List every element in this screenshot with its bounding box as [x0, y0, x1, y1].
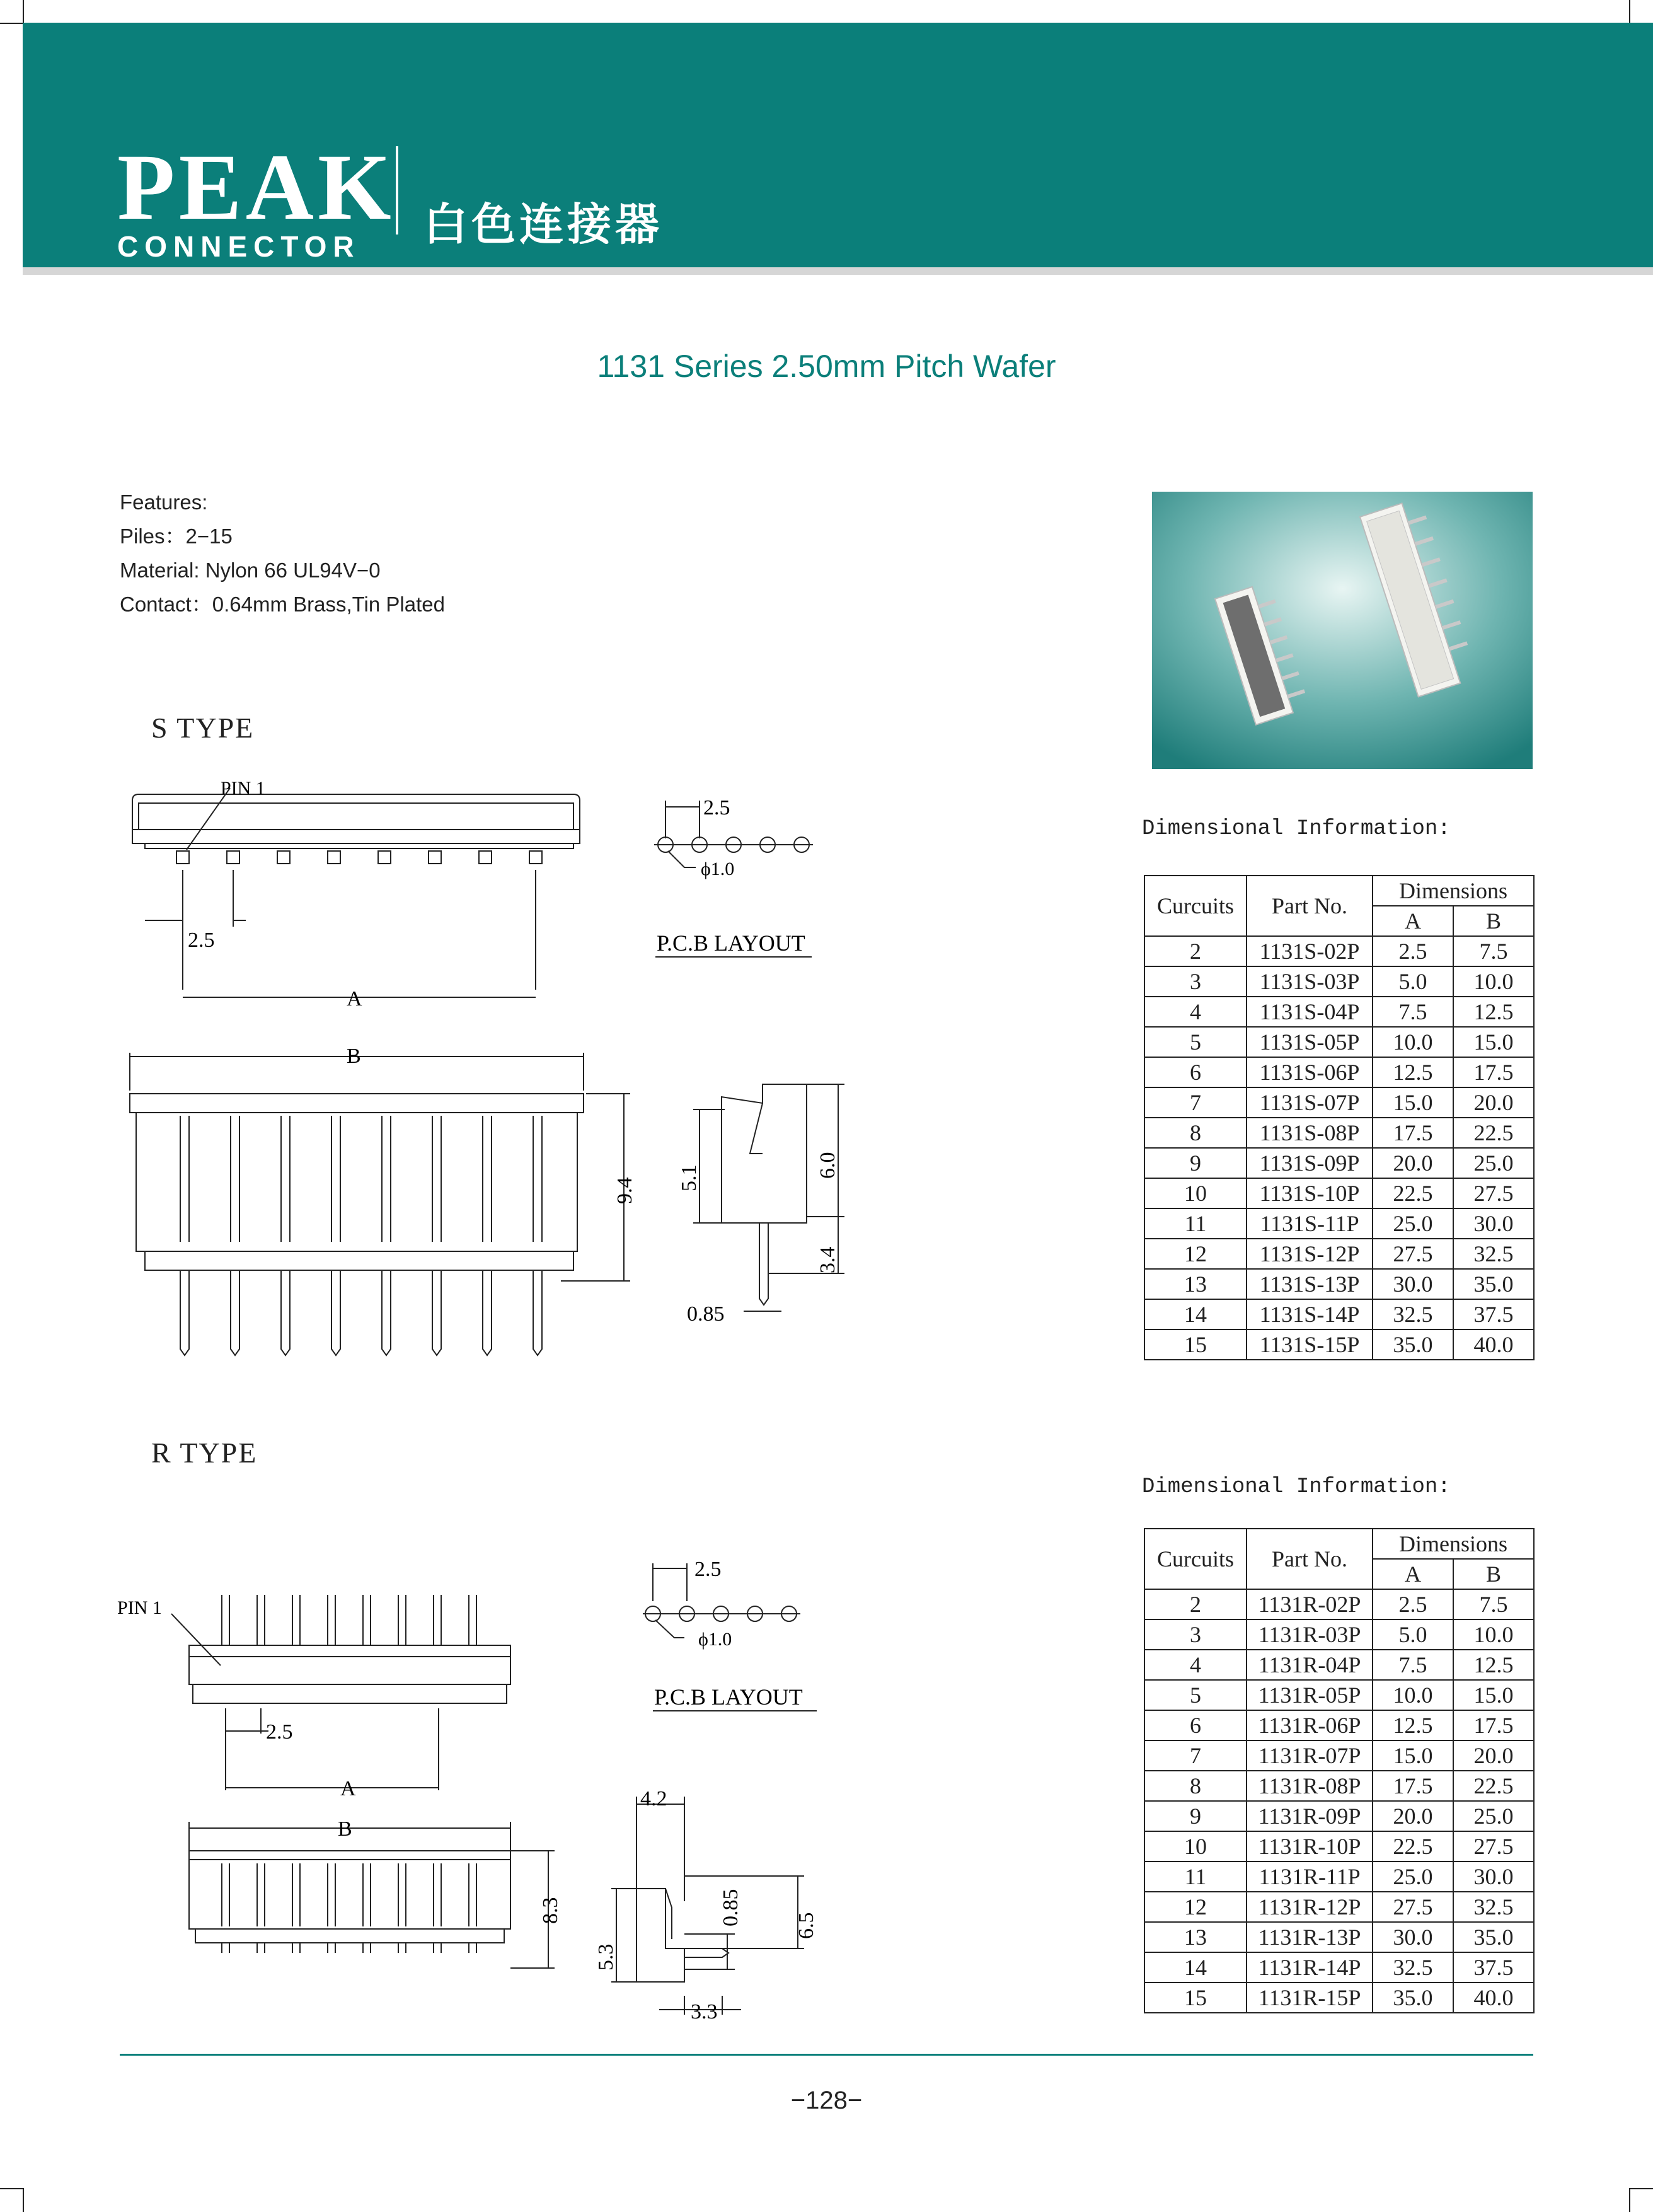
footer-rule: [120, 2054, 1533, 2056]
table-row: [1144, 1862, 1534, 1892]
cell-dim-b: 15.0: [1453, 1680, 1534, 1710]
col-a: A: [1373, 906, 1453, 936]
cell-circuits: 6: [1144, 1710, 1247, 1740]
r-dim-b-label: B: [338, 1817, 352, 1841]
cell-dim-b: 40.0: [1453, 1983, 1534, 2013]
feature-piles: Piles：2−15: [120, 524, 233, 548]
col-circuits: Curcuits: [1144, 876, 1247, 936]
cell-dim-b: 30.0: [1453, 1862, 1534, 1892]
table-row: [1144, 1148, 1534, 1178]
cell-circuits: 10: [1144, 1178, 1247, 1208]
table-row: [1144, 1118, 1534, 1148]
cell-circuits: 11: [1144, 1208, 1247, 1239]
table-row: [1144, 1650, 1534, 1680]
cell-circuits: 8: [1144, 1118, 1247, 1148]
cell-part-no: 1131S-04P: [1247, 997, 1373, 1027]
cell-part-no: 1131R-10P: [1247, 1831, 1373, 1862]
table-row: [1144, 1680, 1534, 1710]
s-type-top-view: [120, 775, 611, 1021]
cell-part-no: 1131S-05P: [1247, 1027, 1373, 1057]
r-pcb-hole-label: ϕ1.0: [698, 1629, 732, 1650]
cell-dim-b: 17.5: [1453, 1057, 1534, 1087]
table-row: [1144, 1740, 1534, 1771]
cell-dim-b: 12.5: [1453, 1650, 1534, 1680]
cell-dim-a: 22.5: [1373, 1178, 1453, 1208]
cell-dim-b: 37.5: [1453, 1299, 1534, 1329]
s-dim-info-label: Dimensional Information:: [1142, 817, 1451, 841]
r-pcb-layout-label: P.C.B LAYOUT: [654, 1684, 803, 1710]
table-row: [1144, 1329, 1534, 1360]
cell-circuits: 6: [1144, 1057, 1247, 1087]
cell-part-no: 1131S-08P: [1247, 1118, 1373, 1148]
cell-part-no: 1131R-13P: [1247, 1922, 1373, 1952]
cell-dim-b: 35.0: [1453, 1269, 1534, 1299]
cell-dim-b: 10.0: [1453, 1619, 1534, 1650]
features-heading: Features:: [120, 490, 208, 514]
col-part-no: Part No.: [1247, 1529, 1373, 1589]
r-dim-a-label: A: [340, 1777, 356, 1800]
r-side-thick-label: 0.85: [719, 1889, 742, 1926]
cell-dim-b: 27.5: [1453, 1831, 1534, 1862]
crop-mark-bottom-right: [1629, 2188, 1653, 2212]
s-dimension-table: [1144, 875, 1535, 1360]
col-b: B: [1453, 906, 1534, 936]
cell-dim-a: 25.0: [1373, 1208, 1453, 1239]
cell-circuits: 9: [1144, 1148, 1247, 1178]
s-side-pin-label: 3.4: [816, 1246, 839, 1273]
cell-dim-a: 2.5: [1373, 936, 1453, 966]
table-row: [1144, 1299, 1534, 1329]
table-row: [1144, 997, 1534, 1027]
col-circuits: Curcuits: [1144, 1529, 1247, 1589]
cell-dim-a: 7.5: [1373, 997, 1453, 1027]
cell-dim-a: 5.0: [1373, 1619, 1453, 1650]
r-type-front-view: [183, 1813, 573, 1971]
cell-part-no: 1131R-05P: [1247, 1680, 1373, 1710]
table-row: [1144, 1208, 1534, 1239]
cell-dim-a: 27.5: [1373, 1892, 1453, 1922]
cell-circuits: 12: [1144, 1892, 1247, 1922]
cell-part-no: 1131S-06P: [1247, 1057, 1373, 1087]
table-row: [1144, 1983, 1534, 2013]
cell-circuits: 10: [1144, 1831, 1247, 1862]
cell-part-no: 1131R-12P: [1247, 1892, 1373, 1922]
cell-dim-b: 20.0: [1453, 1740, 1534, 1771]
cell-dim-a: 7.5: [1373, 1650, 1453, 1680]
s-height-label: 9.4: [613, 1177, 636, 1204]
cell-part-no: 1131R-07P: [1247, 1740, 1373, 1771]
cell-dim-b: 17.5: [1453, 1710, 1534, 1740]
s-pin1-label: PIN 1: [221, 778, 265, 799]
logo-divider: [396, 146, 398, 235]
cell-dim-b: 7.5: [1453, 1589, 1534, 1619]
r-side-h2-label: 6.5: [795, 1912, 818, 1939]
cell-circuits: 2: [1144, 936, 1247, 966]
col-a: A: [1373, 1559, 1453, 1589]
cell-part-no: 1131S-07P: [1247, 1087, 1373, 1118]
cell-part-no: 1131R-11P: [1247, 1862, 1373, 1892]
s-pitch-label: 2.5: [188, 929, 215, 952]
page-title: 1131 Series 2.50mm Pitch Wafer: [597, 349, 1056, 384]
cell-dim-b: 25.0: [1453, 1801, 1534, 1831]
brand-logo: [117, 135, 395, 263]
cell-dim-b: 10.0: [1453, 966, 1534, 997]
table-row: [1144, 1771, 1534, 1801]
table-row: [1144, 1710, 1534, 1740]
table-row: [1144, 1589, 1534, 1619]
r-dim-info-label: Dimensional Information:: [1142, 1475, 1451, 1499]
cell-part-no: 1131S-15P: [1247, 1329, 1373, 1360]
cell-dim-a: 17.5: [1373, 1118, 1453, 1148]
cell-dim-a: 20.0: [1373, 1801, 1453, 1831]
feature-material: Material: Nylon 66 UL94V−0: [120, 559, 381, 582]
table-row: [1144, 1619, 1534, 1650]
cell-part-no: 1131S-09P: [1247, 1148, 1373, 1178]
cell-circuits: 5: [1144, 1027, 1247, 1057]
cell-part-no: 1131R-14P: [1247, 1952, 1373, 1983]
r-type-side-view: [596, 1788, 829, 2027]
cell-circuits: 14: [1144, 1952, 1247, 1983]
cell-dim-b: 25.0: [1453, 1148, 1534, 1178]
cell-dim-b: 22.5: [1453, 1771, 1534, 1801]
table-row: [1144, 1087, 1534, 1118]
s-type-front-view: [120, 1034, 662, 1362]
cell-circuits: 12: [1144, 1239, 1247, 1269]
cell-circuits: 14: [1144, 1299, 1247, 1329]
r-pitch-label: 2.5: [266, 1720, 293, 1744]
s-type-side-view: [677, 1084, 857, 1336]
cell-part-no: 1131S-11P: [1247, 1208, 1373, 1239]
cell-part-no: 1131S-02P: [1247, 936, 1373, 966]
table-row: [1144, 966, 1534, 997]
s-side-thick-label: 0.85: [687, 1302, 725, 1326]
cell-dim-a: 27.5: [1373, 1239, 1453, 1269]
cell-dim-b: 32.5: [1453, 1892, 1534, 1922]
cell-circuits: 3: [1144, 966, 1247, 997]
r-type-top-view: [117, 1582, 521, 1815]
table-row: [1144, 1892, 1534, 1922]
cell-part-no: 1131R-04P: [1247, 1650, 1373, 1680]
cell-circuits: 15: [1144, 1983, 1247, 2013]
table-row: [1144, 1922, 1534, 1952]
logo-subtitle: CONNECTOR: [117, 230, 360, 263]
cell-dim-b: 22.5: [1453, 1118, 1534, 1148]
cell-part-no: 1131S-13P: [1247, 1269, 1373, 1299]
feature-contact: Contact：0.64mm Brass,Tin Plated: [120, 593, 445, 616]
r-height-label: 8.3: [539, 1897, 562, 1924]
col-dimensions: Dimensions: [1373, 1529, 1534, 1559]
cell-dim-a: 5.0: [1373, 966, 1453, 997]
cell-part-no: 1131S-14P: [1247, 1299, 1373, 1329]
cell-dim-a: 35.0: [1373, 1329, 1453, 1360]
cell-circuits: 13: [1144, 1922, 1247, 1952]
s-dim-b-label: B: [347, 1045, 361, 1068]
product-photo: [1152, 492, 1533, 769]
cell-part-no: 1131S-03P: [1247, 966, 1373, 997]
r-dimension-table: [1144, 1528, 1535, 2013]
cell-circuits: 13: [1144, 1269, 1247, 1299]
cell-dim-a: 12.5: [1373, 1710, 1453, 1740]
cell-part-no: 1131R-09P: [1247, 1801, 1373, 1831]
cell-dim-a: 10.0: [1373, 1680, 1453, 1710]
s-dim-a-label: A: [347, 987, 362, 1010]
cell-part-no: 1131S-10P: [1247, 1178, 1373, 1208]
cell-dim-b: 12.5: [1453, 997, 1534, 1027]
col-b: B: [1453, 1559, 1534, 1589]
crop-mark-top-left: [0, 0, 24, 24]
cell-dim-b: 27.5: [1453, 1178, 1534, 1208]
table-row: [1144, 1027, 1534, 1057]
s-side-h2-label: 6.0: [816, 1152, 839, 1179]
page-number: −128−: [790, 2087, 863, 2114]
cell-dim-a: 32.5: [1373, 1299, 1453, 1329]
cell-dim-a: 32.5: [1373, 1952, 1453, 1983]
cell-circuits: 2: [1144, 1589, 1247, 1619]
r-side-pin-label: 3.3: [691, 2000, 718, 2024]
cell-dim-a: 22.5: [1373, 1831, 1453, 1862]
table-row: [1144, 1057, 1534, 1087]
cell-part-no: 1131R-06P: [1247, 1710, 1373, 1740]
cell-part-no: 1131S-12P: [1247, 1239, 1373, 1269]
table-row: [1144, 1269, 1534, 1299]
r-pcb-layout: [640, 1557, 848, 1721]
table-row: [1144, 1178, 1534, 1208]
header-shadow: [23, 267, 1653, 275]
cell-dim-a: 30.0: [1373, 1269, 1453, 1299]
r-side-h1-label: 5.3: [594, 1943, 618, 1971]
logo-wordmark: PEAK: [117, 135, 395, 240]
cell-circuits: 4: [1144, 1650, 1247, 1680]
cell-dim-a: 17.5: [1373, 1771, 1453, 1801]
col-part-no: Part No.: [1247, 876, 1373, 936]
cell-circuits: 9: [1144, 1801, 1247, 1831]
r-pin1-label: PIN 1: [117, 1597, 162, 1618]
cell-circuits: 11: [1144, 1862, 1247, 1892]
cell-dim-b: 30.0: [1453, 1208, 1534, 1239]
s-pcb-layout-label: P.C.B LAYOUT: [657, 930, 805, 956]
cell-dim-a: 25.0: [1373, 1862, 1453, 1892]
cell-part-no: 1131R-03P: [1247, 1619, 1373, 1650]
r-pcb-pitch-label: 2.5: [694, 1558, 722, 1581]
cell-dim-b: 37.5: [1453, 1952, 1534, 1983]
cell-part-no: 1131R-15P: [1247, 1983, 1373, 2013]
cell-circuits: 7: [1144, 1087, 1247, 1118]
cell-dim-a: 10.0: [1373, 1027, 1453, 1057]
cell-dim-a: 20.0: [1373, 1148, 1453, 1178]
cell-dim-b: 7.5: [1453, 936, 1534, 966]
cell-circuits: 8: [1144, 1771, 1247, 1801]
cell-circuits: 4: [1144, 997, 1247, 1027]
table-row: [1144, 1952, 1534, 1983]
s-side-h1-label: 5.1: [677, 1164, 701, 1191]
cell-dim-b: 15.0: [1453, 1027, 1534, 1057]
col-dimensions: Dimensions: [1373, 876, 1534, 906]
crop-mark-bottom-left: [0, 2188, 24, 2212]
cell-part-no: 1131R-02P: [1247, 1589, 1373, 1619]
cell-dim-a: 15.0: [1373, 1740, 1453, 1771]
table-row: [1144, 1831, 1534, 1862]
cell-part-no: 1131R-08P: [1247, 1771, 1373, 1801]
cell-dim-b: 40.0: [1453, 1329, 1534, 1360]
cell-dim-b: 20.0: [1453, 1087, 1534, 1118]
cell-circuits: 15: [1144, 1329, 1247, 1360]
cell-circuits: 3: [1144, 1619, 1247, 1650]
s-pcb-hole-label: ϕ1.0: [701, 859, 735, 879]
s-pcb-layout: [643, 788, 844, 971]
cell-dim-a: 2.5: [1373, 1589, 1453, 1619]
cell-dim-a: 12.5: [1373, 1057, 1453, 1087]
s-pcb-pitch-label: 2.5: [703, 796, 730, 819]
r-side-top-label: 4.2: [640, 1787, 667, 1810]
cell-dim-a: 15.0: [1373, 1087, 1453, 1118]
r-type-label: R TYPE: [151, 1437, 258, 1469]
table-row: [1144, 1801, 1534, 1831]
crop-mark-top-right: [1629, 0, 1653, 24]
table-row: [1144, 1239, 1534, 1269]
cell-dim-a: 30.0: [1373, 1922, 1453, 1952]
cell-circuits: 7: [1144, 1740, 1247, 1771]
cell-circuits: 5: [1144, 1680, 1247, 1710]
cell-dim-a: 35.0: [1373, 1983, 1453, 2013]
features-list: [120, 485, 445, 622]
table-row: [1144, 936, 1534, 966]
cell-dim-b: 35.0: [1453, 1922, 1534, 1952]
category-title: 白色连接器: [423, 199, 663, 250]
s-type-label: S TYPE: [151, 712, 255, 744]
cell-dim-b: 32.5: [1453, 1239, 1534, 1269]
